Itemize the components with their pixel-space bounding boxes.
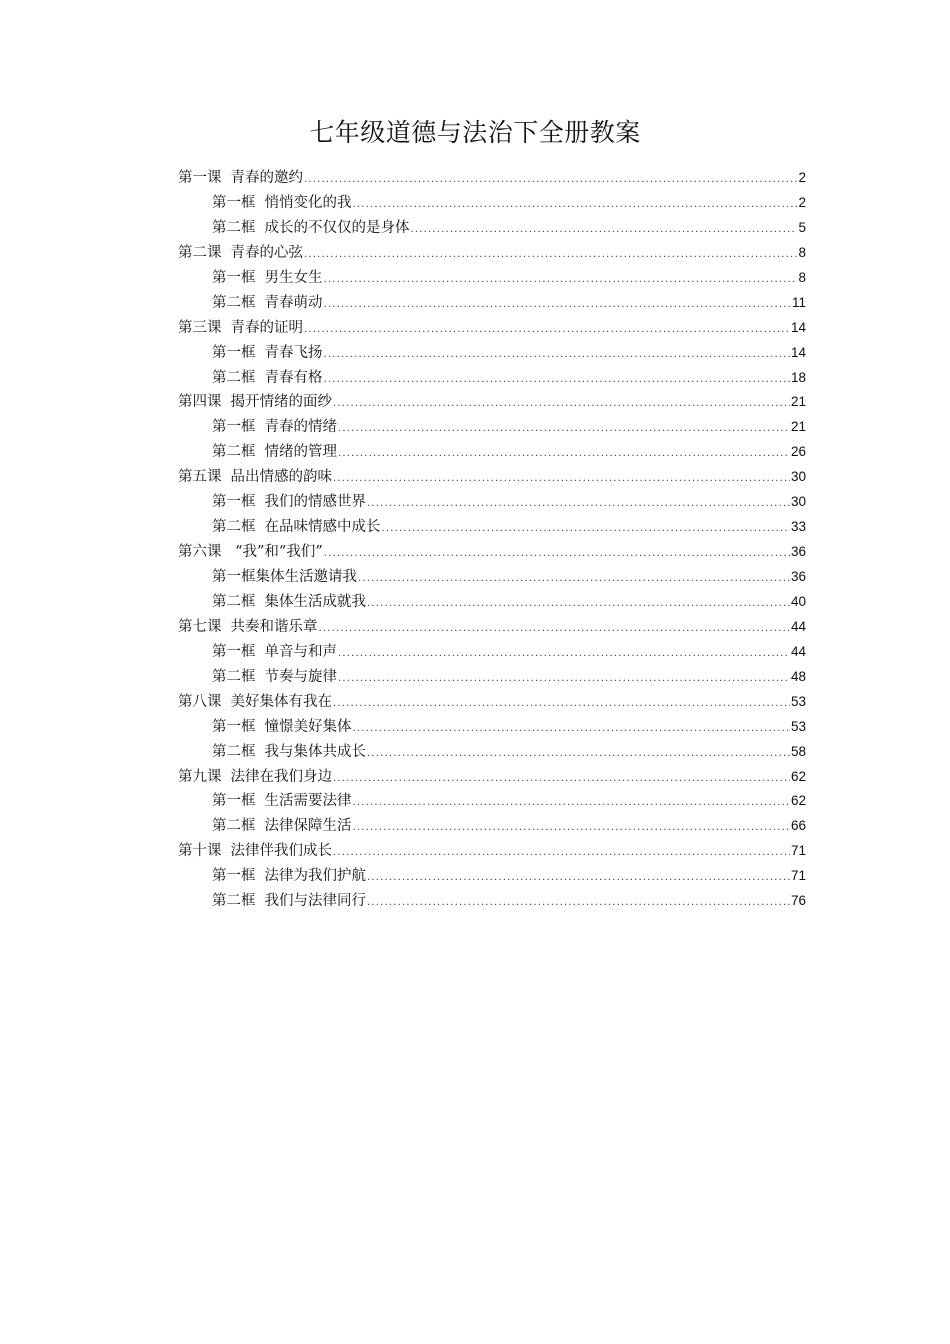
toc-page-number: 21: [790, 419, 806, 435]
toc-entry-number: 第二课: [178, 244, 222, 261]
toc-page-number: 33: [790, 519, 806, 535]
toc-entry-label: [212, 889, 366, 914]
toc-entry-number: 第九课: [178, 768, 222, 785]
toc-section-entry[interactable]: [178, 415, 806, 440]
toc-entry-label: [212, 216, 410, 241]
toc-entry-title: 在品味情感中成长: [264, 519, 381, 536]
toc-dot-leader: [324, 300, 791, 310]
toc-entry-title: 男生女生: [264, 269, 323, 286]
toc-section-entry[interactable]: [178, 440, 806, 465]
toc-lesson-entry[interactable]: [178, 390, 806, 415]
toc-entry-title: 单音与和声: [264, 643, 337, 660]
toc-page-number: 21: [790, 394, 806, 410]
toc-entry-number: 第二框: [212, 519, 256, 536]
toc-page-number: 11: [791, 294, 806, 310]
toc-lesson-entry[interactable]: [178, 166, 806, 191]
toc-entry-number: 第二框: [212, 294, 256, 311]
toc-dot-leader: [353, 823, 790, 833]
toc-entry-title: 生活需要法律: [264, 793, 352, 810]
toc-entry-title: 青春的情绪: [264, 419, 337, 436]
toc-entry-title: 青春的邀约: [230, 170, 303, 186]
toc-entry-number: 第二框: [212, 818, 256, 835]
toc-dot-leader: [411, 225, 798, 235]
toc-entry-label: [178, 465, 332, 490]
toc-entry-number: 第二框: [212, 743, 256, 760]
toc-entry-label: [212, 291, 323, 316]
toc-entry-label: [212, 565, 357, 590]
toc-entry-label: [212, 740, 366, 765]
toc-dot-leader: [324, 275, 798, 285]
toc-entry-title: 青春的证明: [230, 319, 303, 336]
toc-entry-label: [212, 515, 381, 540]
toc-entry-label: [178, 390, 332, 415]
toc-entry-label: [212, 590, 366, 615]
toc-entry-title: 青春的心弦: [230, 244, 303, 261]
toc-page-number: 8: [798, 269, 806, 285]
toc-entry-title: 法律为我们护航: [264, 868, 366, 885]
toc-dot-leader: [304, 175, 797, 185]
toc-entry-title: 揭开情绪的面纱: [230, 394, 332, 411]
toc-entry-title: 节奏与旋律: [264, 668, 337, 685]
toc-page-number: 66: [790, 818, 806, 834]
table-of-contents: [178, 166, 806, 914]
toc-section-entry[interactable]: [178, 216, 806, 241]
toc-entry-label: [178, 690, 332, 715]
toc-entry-label: [212, 715, 352, 740]
toc-dot-leader: [353, 200, 798, 210]
toc-lesson-entry[interactable]: [178, 839, 806, 864]
toc-entry-title: 法律伴我们成长: [230, 843, 332, 860]
toc-dot-leader: [324, 375, 790, 385]
toc-entry-title: 美好集体有我在: [230, 693, 332, 710]
toc-page-number: 62: [790, 768, 806, 784]
toc-entry-label: [178, 166, 303, 191]
toc-dot-leader: [367, 599, 790, 609]
toc-entry-number: 第一框: [212, 643, 256, 660]
toc-entry-label: [212, 640, 337, 665]
toc-entry-title: 集体生活成就我: [264, 593, 366, 610]
toc-lesson-entry[interactable]: [178, 316, 806, 341]
document-title: 七年级道德与法治下全册教案: [309, 118, 641, 147]
toc-entry-title: “我”和“我们”: [230, 544, 323, 561]
toc-entry-title: 我们与法律同行: [264, 893, 366, 910]
toc-page-number: 30: [790, 469, 806, 485]
toc-dot-leader: [338, 674, 790, 684]
toc-entry-title: 悄悄变化的我: [264, 194, 352, 211]
toc-entry-number: 第三课: [178, 319, 222, 336]
toc-entry-label: [212, 415, 337, 440]
toc-lesson-entry[interactable]: [178, 765, 806, 790]
toc-page-number: 71: [790, 843, 806, 859]
toc-entry-number: 第六课: [178, 544, 222, 561]
toc-dot-leader: [367, 898, 790, 908]
toc-dot-leader: [353, 724, 790, 734]
toc-entry-label: [212, 341, 323, 366]
toc-entry-title: 品出情感的韵味: [230, 469, 332, 486]
toc-entry-number: 第五课: [178, 469, 222, 486]
toc-dot-leader: [324, 350, 790, 360]
toc-entry-title: 法律保障生活: [264, 818, 352, 835]
toc-dot-leader: [367, 873, 790, 883]
toc-entry-number: 第二框: [212, 219, 256, 236]
toc-entry-number: 第一框: [212, 344, 256, 361]
toc-section-entry[interactable]: [178, 665, 806, 690]
toc-page-number: 8: [798, 244, 806, 260]
toc-entry-label: [212, 266, 323, 291]
toc-entry-number: 第一框: [212, 269, 256, 286]
toc-entry-label: [178, 241, 303, 266]
toc-section-entry[interactable]: [178, 191, 806, 216]
toc-section-entry[interactable]: [178, 565, 806, 590]
toc-page-number: 53: [790, 693, 806, 709]
toc-page-number: 53: [790, 718, 806, 734]
toc-entry-title: 青春有格: [264, 369, 323, 386]
toc-page-number: 44: [790, 643, 806, 659]
toc-dot-leader: [304, 325, 790, 335]
toc-page-number: 36: [790, 569, 806, 584]
toc-lesson-entry[interactable]: [178, 465, 806, 490]
toc-entry-title: 憧憬美好集体: [264, 718, 352, 735]
toc-entry-number: 第一框: [212, 718, 256, 735]
toc-entry-title: 我们的情感世界: [264, 494, 366, 511]
toc-page-number: 71: [790, 868, 806, 884]
toc-entry-label: [178, 540, 323, 565]
toc-section-entry[interactable]: [178, 366, 806, 391]
toc-section-entry[interactable]: [178, 740, 806, 765]
toc-page-number: 36: [790, 544, 806, 560]
toc-entry-title: 法律在我们身边: [230, 768, 332, 785]
toc-entry-number: 第二框: [212, 444, 256, 461]
toc-section-entry[interactable]: [178, 889, 806, 914]
toc-page-number: 30: [790, 494, 806, 510]
toc-entry-label: [212, 366, 323, 391]
toc-page-number: 2: [798, 170, 806, 185]
toc-entry-number: 第一框: [212, 494, 256, 511]
toc-entry-label: [212, 440, 337, 465]
toc-dot-leader: [304, 250, 797, 260]
toc-section-entry[interactable]: [178, 291, 806, 316]
toc-entry-label: [178, 316, 303, 341]
toc-dot-leader: [338, 424, 790, 434]
toc-section-entry[interactable]: [178, 864, 806, 889]
toc-entry-number: 第一框: [212, 793, 256, 810]
toc-page-number: 40: [790, 593, 806, 609]
toc-dot-leader: [319, 624, 790, 634]
toc-page-number: 48: [790, 668, 806, 684]
toc-lesson-entry[interactable]: [178, 690, 806, 715]
toc-dot-leader: [333, 474, 790, 484]
toc-page-number: 62: [790, 793, 806, 809]
toc-dot-leader: [324, 549, 790, 559]
toc-entry-label: [212, 814, 352, 839]
toc-entry-label: [212, 665, 337, 690]
toc-section-entry[interactable]: [178, 789, 806, 814]
toc-page-number: 58: [790, 743, 806, 759]
toc-page-number: 76: [790, 893, 806, 909]
toc-entry-label: [178, 765, 332, 790]
toc-dot-leader: [382, 524, 790, 534]
toc-entry-title: 成长的不仅仅的是身体: [264, 219, 410, 236]
toc-lesson-entry[interactable]: [178, 615, 806, 640]
toc-lesson-entry[interactable]: [178, 540, 806, 565]
toc-page-number: 18: [790, 369, 806, 385]
toc-dot-leader: [367, 749, 790, 759]
toc-section-entry[interactable]: [178, 590, 806, 615]
toc-dot-leader: [358, 574, 790, 584]
toc-section-entry[interactable]: [178, 490, 806, 515]
toc-page-number: 44: [790, 618, 806, 634]
toc-page-number: 26: [790, 444, 806, 460]
toc-dot-leader: [353, 798, 790, 808]
toc-entry-label: [178, 615, 318, 640]
toc-dot-leader: [338, 449, 790, 459]
toc-entry-number: 第二框: [212, 668, 256, 685]
toc-entry-label: [212, 191, 352, 216]
toc-entry-title: 共奏和谐乐章: [230, 618, 318, 635]
toc-section-entry[interactable]: [178, 266, 806, 291]
toc-dot-leader: [333, 399, 790, 409]
toc-entry-title: 青春飞扬: [264, 344, 323, 361]
toc-dot-leader: [367, 499, 790, 509]
toc-entry-number: 第二框: [212, 593, 256, 610]
toc-entry-number: 第一课: [178, 170, 222, 186]
toc-entry-label: [212, 789, 352, 814]
toc-section-entry[interactable]: [178, 715, 806, 740]
toc-entry-number: 第十课: [178, 843, 222, 860]
toc-entry-title: 我与集体共成长: [264, 743, 366, 760]
toc-dot-leader: [333, 774, 790, 784]
toc-section-entry[interactable]: [178, 814, 806, 839]
toc-entry-number: 第二框: [212, 369, 256, 386]
toc-entry-label: [212, 864, 366, 889]
toc-entry-number: 第八课: [178, 693, 222, 710]
toc-dot-leader: [333, 699, 790, 709]
toc-entry-number: 第一框: [212, 868, 256, 885]
toc-page-number: 2: [798, 194, 806, 210]
toc-page-number: 5: [798, 219, 806, 235]
toc-dot-leader: [333, 848, 790, 858]
toc-section-entry[interactable]: [178, 341, 806, 366]
toc-entry-label: [178, 839, 332, 864]
toc-dot-leader: [338, 649, 790, 659]
toc-lesson-entry[interactable]: [178, 241, 806, 266]
toc-entry-title: 情绪的管理: [264, 444, 337, 461]
toc-entry-number: 第一框集体生活邀请我: [212, 569, 357, 585]
toc-page-number: 14: [790, 344, 806, 360]
toc-entry-label: [212, 490, 366, 515]
toc-entry-number: 第四课: [178, 394, 222, 411]
toc-entry-number: 第一框: [212, 194, 256, 211]
toc-section-entry[interactable]: [178, 515, 806, 540]
toc-entry-number: 第七课: [178, 618, 222, 635]
toc-section-entry[interactable]: [178, 640, 806, 665]
toc-entry-title: 青春萌动: [264, 294, 323, 311]
toc-entry-number: 第二框: [212, 893, 256, 910]
toc-entry-number: 第一框: [212, 419, 256, 436]
toc-page-number: 14: [790, 319, 806, 335]
